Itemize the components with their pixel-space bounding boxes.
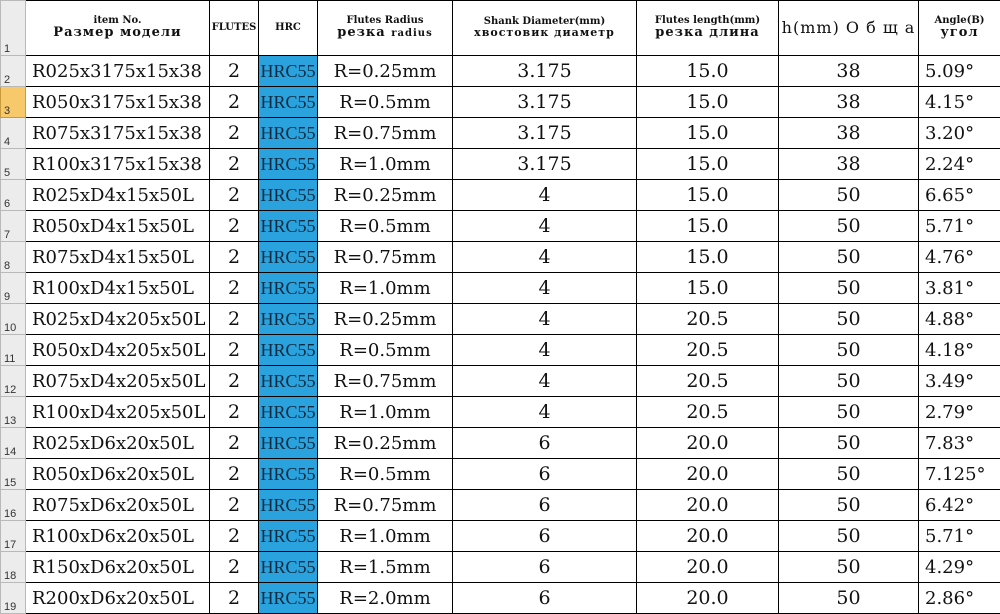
- angle-cell[interactable]: 3.81°: [919, 273, 1000, 304]
- row-number[interactable]: 8: [1, 242, 26, 273]
- header-item-no-ru: Размер модели: [26, 26, 209, 40]
- flutes-cell[interactable]: 2: [210, 211, 259, 242]
- length-cell[interactable]: 20.0: [637, 459, 779, 490]
- header-length-en: Flutes length(mm): [637, 16, 778, 27]
- flutes-cell[interactable]: 2: [210, 583, 259, 614]
- table-row: [1, 366, 1000, 397]
- shank-cell[interactable]: 6: [453, 490, 637, 521]
- table-row: [1, 459, 1000, 490]
- hrc-cell[interactable]: HRC55: [259, 490, 318, 521]
- length-cell[interactable]: 20.5: [637, 304, 779, 335]
- table-row: [1, 211, 1000, 242]
- header-angle-ru: угол: [919, 26, 1000, 40]
- model-cell[interactable]: R050xD6x20x50L: [26, 459, 210, 490]
- shank-cell[interactable]: 4: [453, 211, 637, 242]
- total-cell[interactable]: 50: [779, 335, 919, 366]
- radius-cell[interactable]: R=0.5mm: [318, 87, 453, 118]
- table-row: [1, 180, 1000, 211]
- radius-cell[interactable]: R=0.75mm: [318, 366, 453, 397]
- radius-cell[interactable]: R=1.0mm: [318, 149, 453, 180]
- total-cell[interactable]: 50: [779, 428, 919, 459]
- header-total-label: h(mm) О б щ а: [779, 20, 918, 37]
- hrc-cell[interactable]: HRC55: [259, 118, 318, 149]
- row-number[interactable]: 11: [1, 335, 26, 366]
- angle-cell[interactable]: 5.09°: [919, 56, 1000, 87]
- shank-cell[interactable]: 4: [453, 304, 637, 335]
- length-cell[interactable]: 20.0: [637, 583, 779, 614]
- hrc-cell[interactable]: HRC55: [259, 149, 318, 180]
- header-flutes[interactable]: [210, 1, 259, 56]
- hrc-cell[interactable]: HRC55: [259, 304, 318, 335]
- row-number[interactable]: 3: [1, 87, 26, 118]
- flutes-cell[interactable]: 2: [210, 180, 259, 211]
- angle-cell[interactable]: 2.79°: [919, 397, 1000, 428]
- shank-cell[interactable]: 4: [453, 397, 637, 428]
- header-row: [1, 1, 1000, 56]
- shank-cell[interactable]: 4: [453, 242, 637, 273]
- table-row: [1, 397, 1000, 428]
- shank-cell[interactable]: 6: [453, 521, 637, 552]
- hrc-cell[interactable]: HRC55: [259, 242, 318, 273]
- angle-cell[interactable]: 4.29°: [919, 552, 1000, 583]
- header-shank[interactable]: [453, 1, 637, 56]
- total-cell[interactable]: 50: [779, 583, 919, 614]
- model-cell[interactable]: R100x3175x15x38: [26, 149, 210, 180]
- hrc-cell[interactable]: HRC55: [259, 583, 318, 614]
- total-cell[interactable]: 38: [779, 149, 919, 180]
- flutes-cell[interactable]: 2: [210, 335, 259, 366]
- hrc-cell[interactable]: HRC55: [259, 211, 318, 242]
- table-row: [1, 149, 1000, 180]
- angle-cell[interactable]: 7.83°: [919, 428, 1000, 459]
- length-cell[interactable]: 15.0: [637, 242, 779, 273]
- flutes-cell[interactable]: 2: [210, 87, 259, 118]
- row-number[interactable]: 9: [1, 273, 26, 304]
- header-item-no-en: item No.: [26, 16, 209, 27]
- table-row: [1, 242, 1000, 273]
- row-number[interactable]: 1: [1, 1, 26, 56]
- shank-cell[interactable]: 4: [453, 180, 637, 211]
- table-row: [1, 304, 1000, 335]
- radius-cell[interactable]: R=2.0mm: [318, 583, 453, 614]
- length-cell[interactable]: 15.0: [637, 180, 779, 211]
- flutes-cell[interactable]: 2: [210, 521, 259, 552]
- row-number[interactable]: 16: [1, 490, 26, 521]
- flutes-cell[interactable]: 2: [210, 304, 259, 335]
- total-cell[interactable]: 50: [779, 521, 919, 552]
- angle-cell[interactable]: 6.42°: [919, 490, 1000, 521]
- shank-cell[interactable]: 3.175: [453, 149, 637, 180]
- row-number[interactable]: 18: [1, 552, 26, 583]
- shank-cell[interactable]: 3.175: [453, 56, 637, 87]
- total-cell[interactable]: 38: [779, 87, 919, 118]
- header-hrc[interactable]: [259, 1, 318, 56]
- hrc-cell[interactable]: HRC55: [259, 87, 318, 118]
- total-cell[interactable]: 50: [779, 397, 919, 428]
- length-cell[interactable]: 20.5: [637, 366, 779, 397]
- header-angle-en: Angle(B): [919, 16, 1000, 27]
- row-number[interactable]: 15: [1, 459, 26, 490]
- flutes-cell[interactable]: 2: [210, 490, 259, 521]
- total-cell[interactable]: 50: [779, 180, 919, 211]
- table-row: [1, 552, 1000, 583]
- header-radius[interactable]: [318, 1, 453, 56]
- table-row: [1, 87, 1000, 118]
- model-cell[interactable]: R075xD4x205x50L: [26, 366, 210, 397]
- flutes-cell[interactable]: 2: [210, 118, 259, 149]
- radius-cell[interactable]: R=0.75mm: [318, 118, 453, 149]
- flutes-cell[interactable]: 2: [210, 273, 259, 304]
- radius-cell[interactable]: R=1.5mm: [318, 552, 453, 583]
- total-cell[interactable]: 50: [779, 211, 919, 242]
- total-cell[interactable]: 38: [779, 56, 919, 87]
- row-number[interactable]: 5: [1, 149, 26, 180]
- row-number[interactable]: 6: [1, 180, 26, 211]
- table-row: [1, 273, 1000, 304]
- table-row: [1, 118, 1000, 149]
- table-row: [1, 56, 1000, 87]
- total-cell[interactable]: 50: [779, 490, 919, 521]
- radius-cell[interactable]: R=0.5mm: [318, 335, 453, 366]
- flutes-cell[interactable]: 2: [210, 149, 259, 180]
- radius-cell[interactable]: R=0.25mm: [318, 56, 453, 87]
- hrc-cell[interactable]: HRC55: [259, 273, 318, 304]
- model-cell[interactable]: R075xD4x15x50L: [26, 242, 210, 273]
- flutes-cell[interactable]: 2: [210, 242, 259, 273]
- shank-cell[interactable]: 6: [453, 583, 637, 614]
- model-cell[interactable]: R050x3175x15x38: [26, 87, 210, 118]
- length-cell[interactable]: 20.0: [637, 490, 779, 521]
- hrc-cell[interactable]: HRC55: [259, 397, 318, 428]
- header-item-no[interactable]: [26, 1, 210, 56]
- length-cell[interactable]: 15.0: [637, 273, 779, 304]
- angle-cell[interactable]: 5.71°: [919, 211, 1000, 242]
- radius-cell[interactable]: R=1.0mm: [318, 521, 453, 552]
- model-cell[interactable]: R150xD6x20x50L: [26, 552, 210, 583]
- hrc-cell[interactable]: HRC55: [259, 428, 318, 459]
- flutes-cell[interactable]: 2: [210, 459, 259, 490]
- total-cell[interactable]: 50: [779, 366, 919, 397]
- table-row: [1, 335, 1000, 366]
- length-cell[interactable]: 15.0: [637, 118, 779, 149]
- angle-cell[interactable]: 2.86°: [919, 583, 1000, 614]
- hrc-cell[interactable]: HRC55: [259, 552, 318, 583]
- radius-cell[interactable]: R=1.0mm: [318, 273, 453, 304]
- angle-cell[interactable]: 4.76°: [919, 242, 1000, 273]
- flutes-cell[interactable]: 2: [210, 56, 259, 87]
- radius-cell[interactable]: R=0.75mm: [318, 490, 453, 521]
- model-cell[interactable]: R075x3175x15x38: [26, 118, 210, 149]
- shank-cell[interactable]: 3.175: [453, 87, 637, 118]
- model-cell[interactable]: R025xD6x20x50L: [26, 428, 210, 459]
- header-radius-en: Flutes Radius: [318, 16, 452, 27]
- length-cell[interactable]: 15.0: [637, 211, 779, 242]
- total-cell[interactable]: 38: [779, 118, 919, 149]
- length-cell[interactable]: 15.0: [637, 87, 779, 118]
- total-cell[interactable]: 50: [779, 273, 919, 304]
- radius-cell[interactable]: R=0.5mm: [318, 459, 453, 490]
- length-cell[interactable]: 15.0: [637, 149, 779, 180]
- length-cell[interactable]: 20.0: [637, 428, 779, 459]
- shank-cell[interactable]: 4: [453, 335, 637, 366]
- header-angle[interactable]: [919, 1, 1000, 56]
- hrc-cell[interactable]: HRC55: [259, 459, 318, 490]
- radius-cell[interactable]: R=0.25mm: [318, 304, 453, 335]
- row-number[interactable]: 14: [1, 428, 26, 459]
- header-hrc-label: HRC: [259, 23, 317, 34]
- hrc-cell[interactable]: HRC55: [259, 335, 318, 366]
- header-length[interactable]: [637, 1, 779, 56]
- model-cell[interactable]: R100xD4x205x50L: [26, 397, 210, 428]
- model-cell[interactable]: R025xD4x205x50L: [26, 304, 210, 335]
- shank-cell[interactable]: 4: [453, 273, 637, 304]
- shank-cell[interactable]: 6: [453, 552, 637, 583]
- radius-cell[interactable]: R=0.5mm: [318, 211, 453, 242]
- header-shank-ru: хвостовик диаметр: [453, 27, 636, 39]
- model-cell[interactable]: R200xD6x20x50L: [26, 583, 210, 614]
- radius-cell[interactable]: R=0.25mm: [318, 428, 453, 459]
- hrc-cell[interactable]: HRC55: [259, 366, 318, 397]
- radius-cell[interactable]: R=1.0mm: [318, 397, 453, 428]
- header-flutes-label: FLUTES: [210, 23, 258, 34]
- table-row: [1, 428, 1000, 459]
- angle-cell[interactable]: 4.18°: [919, 335, 1000, 366]
- hrc-cell[interactable]: HRC55: [259, 56, 318, 87]
- angle-cell[interactable]: 3.20°: [919, 118, 1000, 149]
- shank-cell[interactable]: 6: [453, 428, 637, 459]
- flutes-cell[interactable]: 2: [210, 428, 259, 459]
- angle-cell[interactable]: 7.125°: [919, 459, 1000, 490]
- flutes-cell[interactable]: 2: [210, 397, 259, 428]
- row-number[interactable]: 13: [1, 397, 26, 428]
- header-total[interactable]: [779, 1, 919, 56]
- row-number[interactable]: 7: [1, 211, 26, 242]
- header-radius-ru: резка: [337, 25, 385, 40]
- row-number[interactable]: 19: [1, 583, 26, 614]
- shank-cell[interactable]: 6: [453, 459, 637, 490]
- total-cell[interactable]: 50: [779, 242, 919, 273]
- model-cell[interactable]: R100xD4x15x50L: [26, 273, 210, 304]
- hrc-cell[interactable]: HRC55: [259, 180, 318, 211]
- angle-cell[interactable]: 4.15°: [919, 87, 1000, 118]
- total-cell[interactable]: 50: [779, 459, 919, 490]
- model-cell[interactable]: R075xD6x20x50L: [26, 490, 210, 521]
- angle-cell[interactable]: 4.88°: [919, 304, 1000, 335]
- model-cell[interactable]: R025x3175x15x38: [26, 56, 210, 87]
- header-radius-small: radius: [391, 28, 432, 39]
- angle-cell[interactable]: 6.65°: [919, 180, 1000, 211]
- radius-cell[interactable]: R=0.75mm: [318, 242, 453, 273]
- row-number[interactable]: 12: [1, 366, 26, 397]
- header-length-ru: резка длина: [637, 26, 778, 40]
- length-cell[interactable]: 20.5: [637, 335, 779, 366]
- length-cell[interactable]: 15.0: [637, 56, 779, 87]
- table-row: [1, 490, 1000, 521]
- row-number[interactable]: 4: [1, 118, 26, 149]
- shank-cell[interactable]: 3.175: [453, 118, 637, 149]
- header-shank-en: Shank Diameter(mm): [453, 17, 636, 28]
- radius-cell[interactable]: R=0.25mm: [318, 180, 453, 211]
- angle-cell[interactable]: 3.49°: [919, 366, 1000, 397]
- flutes-cell[interactable]: 2: [210, 366, 259, 397]
- model-cell[interactable]: R050xD4x205x50L: [26, 335, 210, 366]
- row-number[interactable]: 10: [1, 304, 26, 335]
- row-number[interactable]: 2: [1, 56, 26, 87]
- table-row: [1, 521, 1000, 552]
- flutes-cell[interactable]: 2: [210, 552, 259, 583]
- model-cell[interactable]: R100xD6x20x50L: [26, 521, 210, 552]
- total-cell[interactable]: 50: [779, 304, 919, 335]
- length-cell[interactable]: 20.5: [637, 397, 779, 428]
- total-cell[interactable]: 50: [779, 552, 919, 583]
- length-cell[interactable]: 20.0: [637, 521, 779, 552]
- model-cell[interactable]: R025xD4x15x50L: [26, 180, 210, 211]
- angle-cell[interactable]: 5.71°: [919, 521, 1000, 552]
- row-number[interactable]: 17: [1, 521, 26, 552]
- model-cell[interactable]: R050xD4x15x50L: [26, 211, 210, 242]
- hrc-cell[interactable]: HRC55: [259, 521, 318, 552]
- length-cell[interactable]: 20.0: [637, 552, 779, 583]
- shank-cell[interactable]: 4: [453, 366, 637, 397]
- angle-cell[interactable]: 2.24°: [919, 149, 1000, 180]
